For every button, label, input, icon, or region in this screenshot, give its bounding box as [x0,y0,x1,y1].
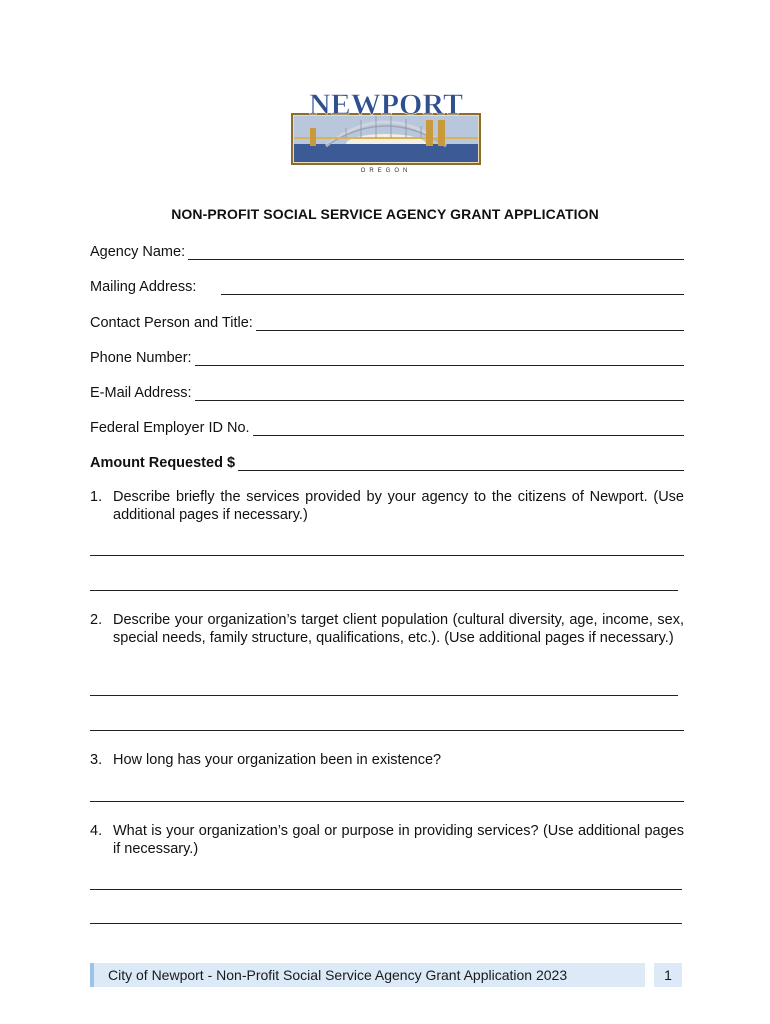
answer-line[interactable] [90,730,684,731]
question-2-number: 2. [90,612,103,628]
question-2-text: Describe your organization’s target client population (cultural diversity, age, income, sex, special needs, family structure, qualifications, etc.). (Use additional pages if necessary.) [113,612,684,646]
phone-number-field [90,346,684,366]
question-3-text: How long has your organization been in existence? [113,752,442,768]
question-4 [90,822,684,858]
answer-line[interactable] [90,590,678,591]
question-2 [90,611,684,647]
amount-requested-label: Amount Requested $ [90,455,236,471]
document-title: NON-PROFIT SOCIAL SERVICE AGENCY GRANT APPLICATION [171,206,599,222]
federal-employer-id-field [90,416,684,436]
contact-person-label: Contact Person and Title: [90,315,253,331]
answer-line[interactable] [90,923,682,924]
agency-name-label: Agency Name: [90,244,186,260]
question-3-number: 3. [90,752,103,768]
logo-subtitle: OREGON [360,168,412,174]
amount-requested-line[interactable] [238,454,684,471]
answer-line[interactable] [90,555,684,556]
email-address-line[interactable] [195,384,684,401]
contact-person-line[interactable] [256,314,684,331]
phone-number-line[interactable] [195,349,684,366]
mailing-address-field [90,275,684,295]
email-address-field [90,381,684,401]
question-4-number: 4. [90,823,103,839]
question-1-number: 1. [90,489,103,505]
newport-oregon-logo [286,88,486,174]
logo-wordmark: NEWPORT [309,88,463,121]
mailing-address-line[interactable] [221,278,684,295]
agency-name-field [90,240,684,260]
federal-employer-id-line[interactable] [253,419,684,436]
mailing-address-label: Mailing Address: [90,279,197,295]
answer-line[interactable] [90,889,682,890]
answer-line[interactable] [90,695,678,696]
agency-name-line[interactable] [188,243,684,260]
federal-employer-id-label: Federal Employer ID No. [90,420,250,436]
question-3 [90,751,684,769]
question-1-text: Describe briefly the services provided by your agency to the citizens of Newport. (Use additional pages if necessary.) [113,489,684,523]
amount-requested-field [90,451,684,471]
footer-text: City of Newport - Non-Profit Social Service Agency Grant Application 2023 [94,963,645,987]
answer-line[interactable] [90,801,684,802]
email-address-label: E-Mail Address: [90,385,192,401]
newport-logo-graphic [286,88,486,174]
question-1 [90,488,684,524]
phone-number-label: Phone Number: [90,350,192,366]
contact-person-field [90,311,684,331]
question-4-text: What is your organization’s goal or purpose in providing services? (Use additional pages if necessary.) [113,823,684,857]
page-footer [90,963,682,987]
page-number: 1 [651,963,682,987]
